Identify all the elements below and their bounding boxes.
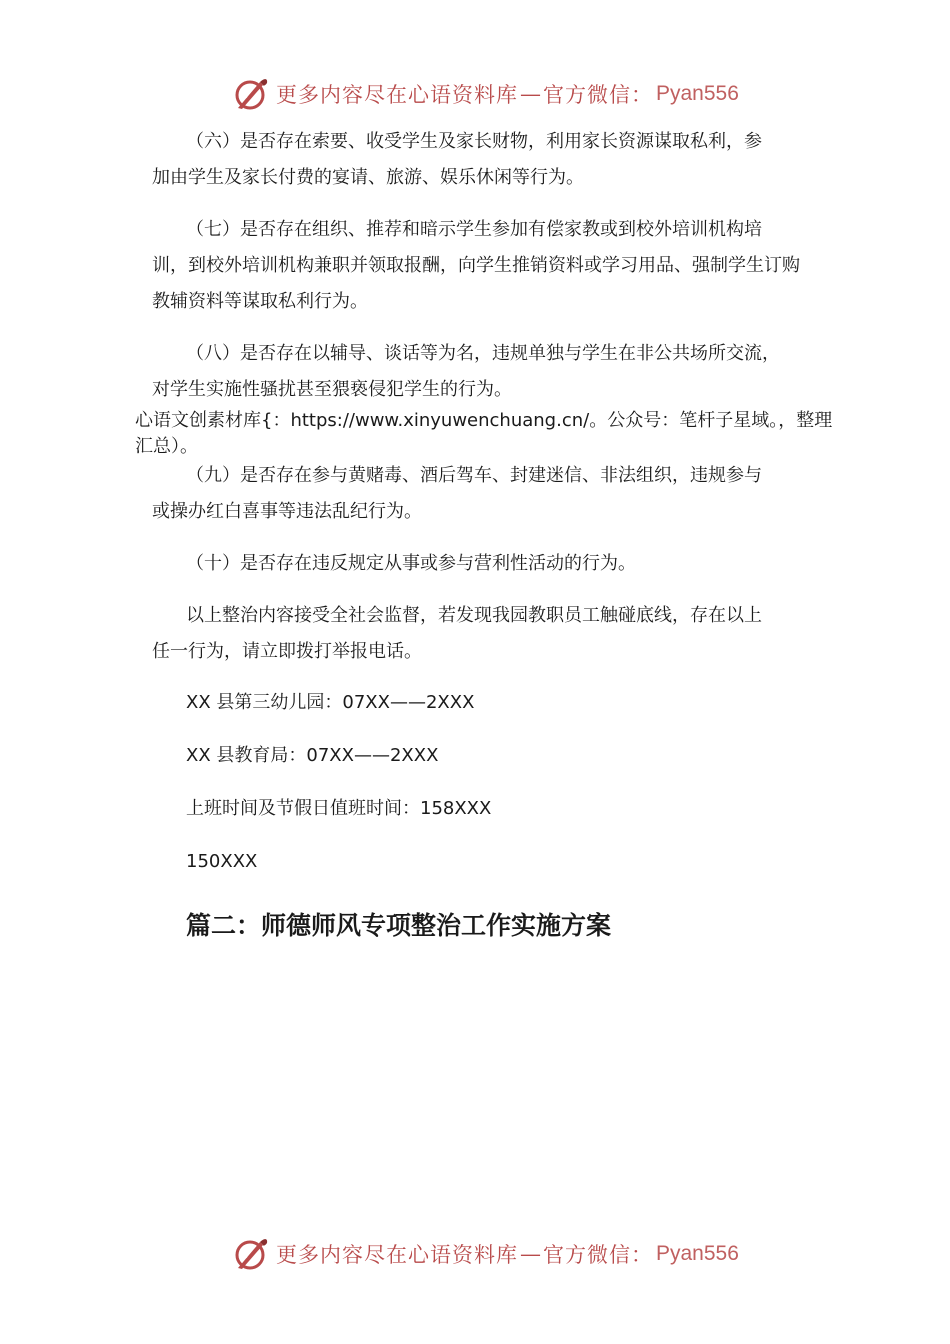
contact-education-bureau: XX 县教育局：07XX——2XXX [186, 745, 439, 766]
paragraph-rest: 加由学生及家长付费的宴请、旅游、娱乐休闲等行为。 [152, 167, 584, 188]
banner-wechat-id: Pyan556 [656, 1242, 739, 1265]
paragraph-first-line: （六）是否存在索要、收受学生及家长财物，利用家长资源谋取私利，参 [186, 131, 762, 152]
paragraph-rest: 训，到校外培训机构兼职并领取报酬，向学生推销资料或学习用品、强制学生订购教辅资料等谋取私利行为。 [152, 255, 800, 312]
paragraph-first-line: 以上整治内容接受全社会监督，若发现我园教职员工触碰底线，存在以上 [186, 605, 762, 626]
banner-separator: — [520, 1242, 541, 1266]
quill-pen-logo-icon [230, 1234, 270, 1274]
header-banner [230, 72, 739, 116]
section-heading: 篇二：师德师风专项整治工作实施方案 [186, 911, 612, 940]
paragraph-rest: 任一行为，请立即拨打举报电话。 [152, 641, 422, 662]
paragraph-rest: 或操办红白喜事等违法乱纪行为。 [152, 501, 422, 522]
paragraph-summary [152, 598, 812, 670]
source-watermark-text: 心语文创素材库{：https://www.xinyuwenchuang.cn/。公众号：笔杆子星域。，整理汇总）。 [135, 410, 833, 457]
banner-official: 官方微信 [543, 1243, 631, 1267]
banner-colon: ： [631, 1243, 652, 1267]
paragraph-rest: 对学生实施性骚扰甚至猥亵侵犯学生的行为。 [152, 379, 512, 400]
banner-wechat-id: Pyan556 [656, 82, 739, 105]
contact-duty-number: 150XXX [186, 851, 258, 872]
banner-colon: ： [631, 83, 652, 107]
paragraph-item-6 [152, 124, 812, 196]
paragraph-first-line: （八）是否存在以辅导、谈话等为名，违规单独与学生在非公共场所交流， [186, 343, 780, 364]
paragraph-item-10 [152, 546, 812, 582]
banner-text: 更多内容尽在心语资料库 [276, 1243, 518, 1267]
paragraph-item-8 [152, 336, 812, 408]
paragraph-first-line: （九）是否存在参与黄赌毒、酒后驾车、封建迷信、非法组织，违规参与 [186, 465, 762, 486]
contact-kindergarten: XX 县第三幼儿园：07XX——2XXX [186, 692, 475, 713]
footer-banner [230, 1232, 739, 1276]
paragraph-first-line: （十）是否存在违反规定从事或参与营利性活动的行为。 [186, 553, 636, 574]
paragraph-first-line: （七）是否存在组织、推荐和暗示学生参加有偿家教或到校外培训机构培 [186, 219, 762, 240]
paragraph-item-7 [152, 212, 812, 320]
banner-separator: — [520, 82, 541, 106]
contact-duty-time: 上班时间及节假日值班时间：158XXX [186, 798, 492, 819]
quill-pen-logo-icon [230, 74, 270, 114]
banner-text: 更多内容尽在心语资料库 [276, 83, 518, 107]
banner-official: 官方微信 [543, 83, 631, 107]
paragraph-item-9 [152, 458, 812, 530]
